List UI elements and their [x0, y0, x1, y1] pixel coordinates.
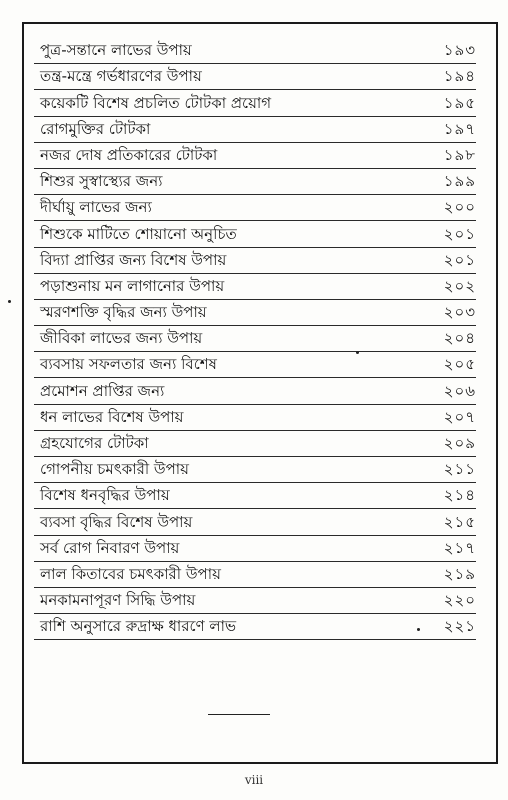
- table-of-contents-frame: [22, 22, 498, 764]
- toc-entry: [34, 483, 476, 509]
- toc-entry-page: ২০৪: [443, 329, 476, 348]
- toc-entry-page: ১৯৯: [443, 172, 476, 191]
- toc-entry: [34, 38, 476, 64]
- toc-entry-title: দীর্ঘায়ু লাভের জন্য: [40, 198, 152, 217]
- toc-entry-page: ১৯৭: [443, 119, 476, 138]
- toc-entry-page: ২০১: [443, 224, 476, 243]
- toc-entry: [34, 457, 476, 483]
- toc-entry-page: ২১৪: [443, 486, 476, 505]
- toc-entry-page: ২০৫: [443, 355, 476, 374]
- toc-entry-title: বিশেষ ধনবৃদ্ধির উপায়: [40, 486, 170, 505]
- toc-entry-page: ১৯৩: [443, 41, 476, 60]
- toc-entry-page: ২০৩: [443, 303, 476, 322]
- toc-entry: [34, 326, 476, 352]
- toc-entry: [34, 169, 476, 195]
- toc-entry: [34, 64, 476, 90]
- toc-entry-page: ২০১: [443, 250, 476, 269]
- print-speck: [8, 300, 11, 303]
- toc-entry: [34, 405, 476, 431]
- toc-entry: [34, 588, 476, 614]
- toc-entry: [34, 117, 476, 143]
- toc-entry-title: গোপনীয় চমৎকারী উপায়: [40, 460, 189, 479]
- toc-entry-title: শিশুকে মাটিতে শোয়ানো অনুচিত: [40, 224, 237, 243]
- toc-entry-page: ২০৬: [443, 381, 476, 400]
- toc-entry-page: ২১৫: [443, 512, 476, 531]
- toc-entry: [34, 614, 476, 640]
- toc-entry-title: রোগমুক্তির টোটকা: [40, 119, 151, 138]
- toc-entry-page: ২১১: [443, 460, 476, 479]
- table-of-contents-list: [34, 38, 476, 640]
- toc-entry-page: ২১৯: [443, 564, 476, 583]
- toc-entry: [34, 274, 476, 300]
- toc-entry: [34, 509, 476, 535]
- toc-entry: [34, 300, 476, 326]
- toc-entry-page: ২০৭: [443, 407, 476, 426]
- toc-entry-page: ২২০: [443, 591, 476, 610]
- toc-entry: [34, 378, 476, 404]
- toc-entry-title: তন্ত্র-মন্ত্রে গর্ভধারণের উপায়: [40, 67, 202, 86]
- toc-entry-title: স্মরণশক্তি বৃদ্ধির জন্য উপায়: [40, 303, 207, 322]
- toc-entry-title: ব্যবসায় সফলতার জন্য বিশেষ: [40, 355, 217, 374]
- toc-entry: [34, 143, 476, 169]
- toc-entry: [34, 248, 476, 274]
- toc-entry-title: গ্রহযোগের টোটকা: [40, 434, 149, 452]
- toc-entry: [34, 352, 476, 378]
- toc-entry-title: পুত্র-সন্তানে লাভের উপায়: [40, 41, 192, 60]
- toc-entry-title: বিদ্যা প্রাপ্তির জন্য বিশেষ উপায়: [40, 250, 227, 269]
- toc-entry: [34, 221, 476, 247]
- toc-entry-page: ২০৯: [443, 434, 476, 452]
- toc-entry-title: লাল কিতাবের চমৎকারী উপায়: [40, 564, 221, 583]
- toc-entry: [34, 195, 476, 221]
- toc-entry-page: ২১৭: [443, 538, 476, 557]
- toc-entry-title: মনকামনাপূরণ সিদ্ধি উপায়: [40, 591, 196, 610]
- toc-entry: [34, 90, 476, 116]
- print-speck: [356, 351, 359, 354]
- print-speck: [417, 628, 420, 631]
- toc-entry-page: ১৯৪: [443, 67, 476, 86]
- toc-entry: [34, 431, 476, 457]
- toc-entry-title: প্রমোশন প্রাপ্তির জন্য: [40, 381, 165, 400]
- toc-entry-title: পড়াশুনায় মন লাগানোর উপায়: [40, 276, 225, 295]
- toc-entry-title: নজর দোষ প্রতিকারের টোটকা: [40, 145, 218, 164]
- toc-entry-page: ১৯৫: [443, 93, 476, 112]
- toc-entry: [34, 562, 476, 588]
- toc-entry-page: ২০২: [443, 276, 476, 295]
- end-of-list-rule: [208, 714, 270, 715]
- page-number: viii: [244, 773, 264, 787]
- toc-entry-page: ২২১: [443, 617, 476, 636]
- toc-entry-page: ১৯৮: [443, 145, 476, 164]
- toc-entry-title: রাশি অনুসারে রুদ্রাক্ষ ধারণে লাভ: [40, 617, 237, 636]
- toc-entry-title: কয়েকটি বিশেষ প্রচলিত টোটকা প্রয়োগ: [40, 93, 272, 112]
- toc-entry-title: ধন লাভের বিশেষ উপায়: [40, 407, 184, 426]
- toc-entry-title: ব্যবসা বৃদ্ধির বিশেষ উপায়: [40, 512, 193, 531]
- toc-entry: [34, 536, 476, 562]
- toc-entry-title: শিশুর সুস্বাস্থ্যের জন্য: [40, 172, 163, 191]
- toc-entry-page: ২০০: [443, 198, 476, 217]
- toc-entry-title: সর্ব রোগ নিবারণ উপায়: [40, 538, 180, 557]
- toc-entry-title: জীবিকা লাভের জন্য উপায়: [40, 329, 203, 348]
